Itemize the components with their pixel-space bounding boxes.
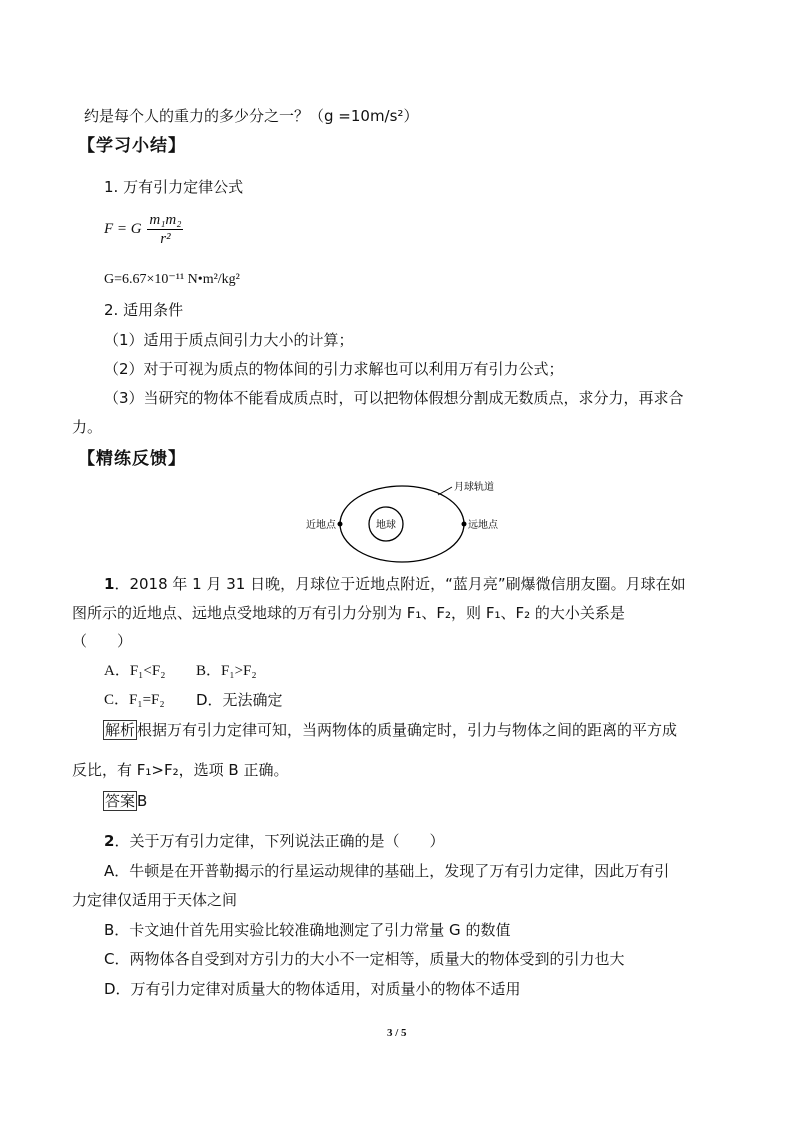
- orbit-label: 月球轨道: [454, 482, 494, 493]
- q1-option-a: A．F₁<F₂: [104, 663, 166, 679]
- q2-option-d: D．万有引力定律对质量大的物体适用，对质量小的物体不适用: [104, 980, 521, 998]
- page-number: 3 / 5: [387, 1027, 407, 1039]
- q2-stem: 2．关于万有引力定律，下列说法正确的是（ ）: [104, 832, 445, 850]
- condition-2: （2）对于可视为质点的物体间的引力求解也可以利用万有引力公式；: [104, 360, 564, 378]
- summary-item2-title: 2. 适用条件: [104, 301, 184, 319]
- intro-line: 约是每个人的重力的多少分之一？（g =10m/s²）: [84, 107, 419, 125]
- q1-stem-line2: 图所示的近地点、远地点受地球的万有引力分别为 F₁、F₂，则 F₁、F₂ 的大小关系是: [72, 604, 625, 622]
- q1-analysis-line2: 反比，有 F₁>F₂，选项 B 正确。: [72, 761, 289, 779]
- formula-fraction: [147, 211, 183, 248]
- summary-item1-title: 1. 万有引力定律公式: [104, 178, 244, 196]
- formula-denominator: r²: [160, 231, 171, 247]
- practice-heading: 【精练反馈】: [78, 449, 186, 469]
- orbit-label-leader: [438, 487, 452, 495]
- q1-analysis-line1: 解析 根据万有引力定律可知，当两物体的质量确定时，引力与物体之间的距离的平方成: [105, 721, 678, 739]
- gravitational-constant: G=6.67×10⁻¹¹ N•m²/kg²: [104, 272, 240, 287]
- summary-heading: 【学习小结】: [78, 136, 186, 156]
- q1-stem-line1: 1．2018 年 1 月 31 日晚，月球位于近地点附近，“蓝月亮”刷爆微信朋友圈。月球在如: [104, 575, 686, 593]
- q1-answer: B: [137, 792, 148, 810]
- earth-label: 地球: [376, 520, 396, 531]
- orbit-ellipse: [340, 486, 464, 562]
- q1-option-c: C．F₁=F₂: [104, 692, 165, 708]
- moon-orbit-diagram: [306, 476, 510, 566]
- condition-3-line2: 力。: [72, 418, 103, 436]
- gravity-formula: [104, 211, 183, 248]
- perigee-dot: [338, 522, 343, 527]
- q2-option-a-line1: A．牛顿是在开普勒揭示的行星运动规律的基础上，发现了万有引力定律，因此万有引: [104, 862, 670, 880]
- q1-answer-paren: （ ）: [72, 632, 133, 650]
- q1-answer-line: [103, 791, 147, 811]
- condition-1: （1）适用于质点间引力大小的计算；: [104, 331, 354, 349]
- q1-option-b: B．F₁>F₂: [196, 663, 257, 679]
- formula-numerator: m₁m₂: [149, 212, 182, 228]
- q2-number: 2: [104, 832, 115, 850]
- q2-option-a-line2: 力定律仅适用于天体之间: [72, 891, 238, 909]
- perigee-label: 近地点: [306, 520, 336, 531]
- condition-3-line1: （3）当研究的物体不能看成质点时，可以把物体假想分割成无数质点，求分力，再求合: [104, 389, 684, 407]
- q1-option-d: D．无法确定: [196, 691, 283, 709]
- q2-option-b: B．卡文迪什首先用实验比较准确地测定了引力常量 G 的数值: [104, 921, 511, 939]
- apogee-label: 远地点: [468, 520, 498, 531]
- formula-lhs: F = G: [104, 220, 142, 237]
- analysis-tag: 解析: [105, 721, 136, 739]
- apogee-dot: [462, 522, 467, 527]
- answer-tag: 答案: [105, 792, 136, 810]
- q1-number: 1: [104, 575, 115, 593]
- q2-option-c: C．两物体各自受到对方引力的大小不一定相等，质量大的物体受到的引力也大: [104, 950, 625, 968]
